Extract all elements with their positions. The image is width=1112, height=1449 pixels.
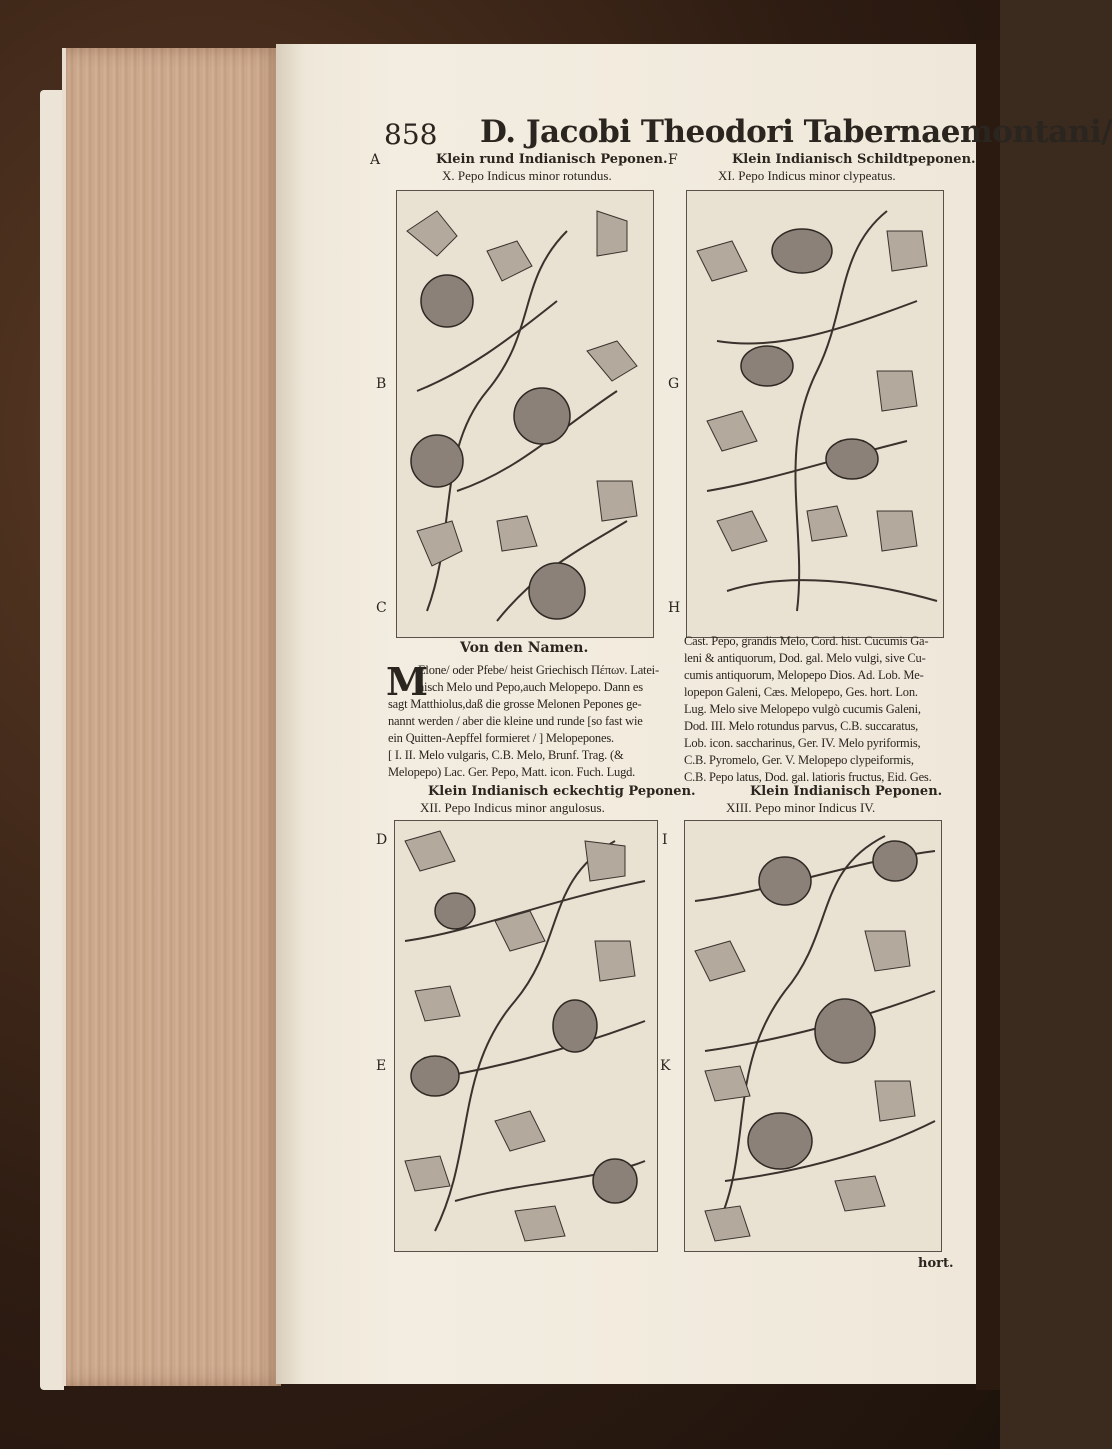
text-line: nannt werden / aber die kleine und runde [so fast wie: [388, 714, 643, 728]
text-line: cumis antiquorum, Melopepo Dios. Ad. Lob. Me-: [684, 668, 924, 682]
woodcut-plate-x: [396, 190, 654, 638]
woodcut-plate-xi: [686, 190, 944, 638]
text-line: [ I. II. Melo vulgaris, C.B. Melo, Brunf. Trag. (&: [388, 748, 624, 762]
section-heading: Von den Namen.: [460, 640, 589, 656]
woodcut-plate-xiii: [684, 820, 942, 1252]
margin-letter-i: I: [662, 832, 668, 848]
text-line: Dod. III. Melo rotundus parvus, C.B. succaratus,: [684, 719, 919, 733]
margin-letter-a: A: [370, 152, 381, 168]
fore-edge-pages: [62, 48, 281, 1386]
margin-letter-k: K: [660, 1058, 671, 1074]
page-number: 858: [384, 118, 438, 151]
plate-11-german-title: Klein Indianisch Schildtpeponen.: [732, 152, 976, 167]
drop-cap: M: [386, 659, 429, 704]
plate-13-latin-title: XIII. Pepo minor Indicus IV.: [726, 800, 876, 815]
page-edge: [40, 90, 64, 1390]
woodcut-plate-xii: [394, 820, 658, 1252]
text-line: sagt Matthiolus,daß die grosse Melonen Pepones ge-: [388, 697, 642, 711]
plate-10-german-title: Klein rund Indianisch Peponen.: [436, 152, 668, 167]
text-line: lopepon Galeni, Cæs. Melopepo, Ges. hort. Lon.: [684, 685, 918, 699]
margin-letter-e: E: [376, 1058, 387, 1074]
text-line: C.B. Pepo latus, Dod. gal. latioris fructus, Eid. Ges.: [684, 770, 932, 784]
text-line: ein Quitten-Aepffel formieret / ] Melopepones.: [388, 731, 614, 745]
text-line: Cast. Pepo, grandis Melo, Cord. hist. Cucumis Ga-: [684, 634, 929, 648]
text-line: leni & antiquorum, Dod. gal. Melo vulgi, sive Cu-: [684, 651, 926, 665]
plate-11-latin-title: XI. Pepo Indicus minor clypeatus.: [718, 168, 896, 183]
plate-12-german-title: Klein Indianisch eckechtig Peponen.: [428, 784, 696, 799]
text-line: C.B. Pyromelo, Ger. V. Melopepo clypeiformis,: [684, 753, 914, 767]
margin-letter-d: D: [376, 832, 388, 848]
margin-letter-h: H: [668, 600, 681, 616]
margin-letter-c: C: [376, 600, 387, 616]
text-line: Lob. icon. saccharinus, Ger. IV. Melo pyriformis,: [684, 736, 921, 750]
text-line: Melopepo) Lac. Ger. Pepo, Matt. icon. Fuch. Lugd.: [388, 765, 636, 779]
plate-12-latin-title: XII. Pepo Indicus minor angulosus.: [420, 800, 605, 815]
text-line: nisch Melo und Pepo,auch Melopepo. Dann es: [418, 680, 643, 694]
margin-letter-b: B: [376, 376, 387, 392]
catchword: hort.: [918, 1256, 954, 1271]
running-head: D. Jacobi Theodori Tabernaemontani/: [480, 114, 1112, 150]
plate-10-latin-title: X. Pepo Indicus minor rotundus.: [442, 168, 612, 183]
margin-letter-f: F: [668, 152, 678, 168]
margin-letter-g: G: [668, 376, 680, 392]
plate-13-german-title: Klein Indianisch Peponen.: [750, 784, 943, 799]
text-line: Lug. Melo sive Melopepo vulgò cucumis Galeni,: [684, 702, 921, 716]
text-line: Elone/ oder Pfebe/ heist Griechisch Πέπων. Latei-: [418, 663, 659, 677]
cover-edge-right: [976, 40, 1000, 1390]
